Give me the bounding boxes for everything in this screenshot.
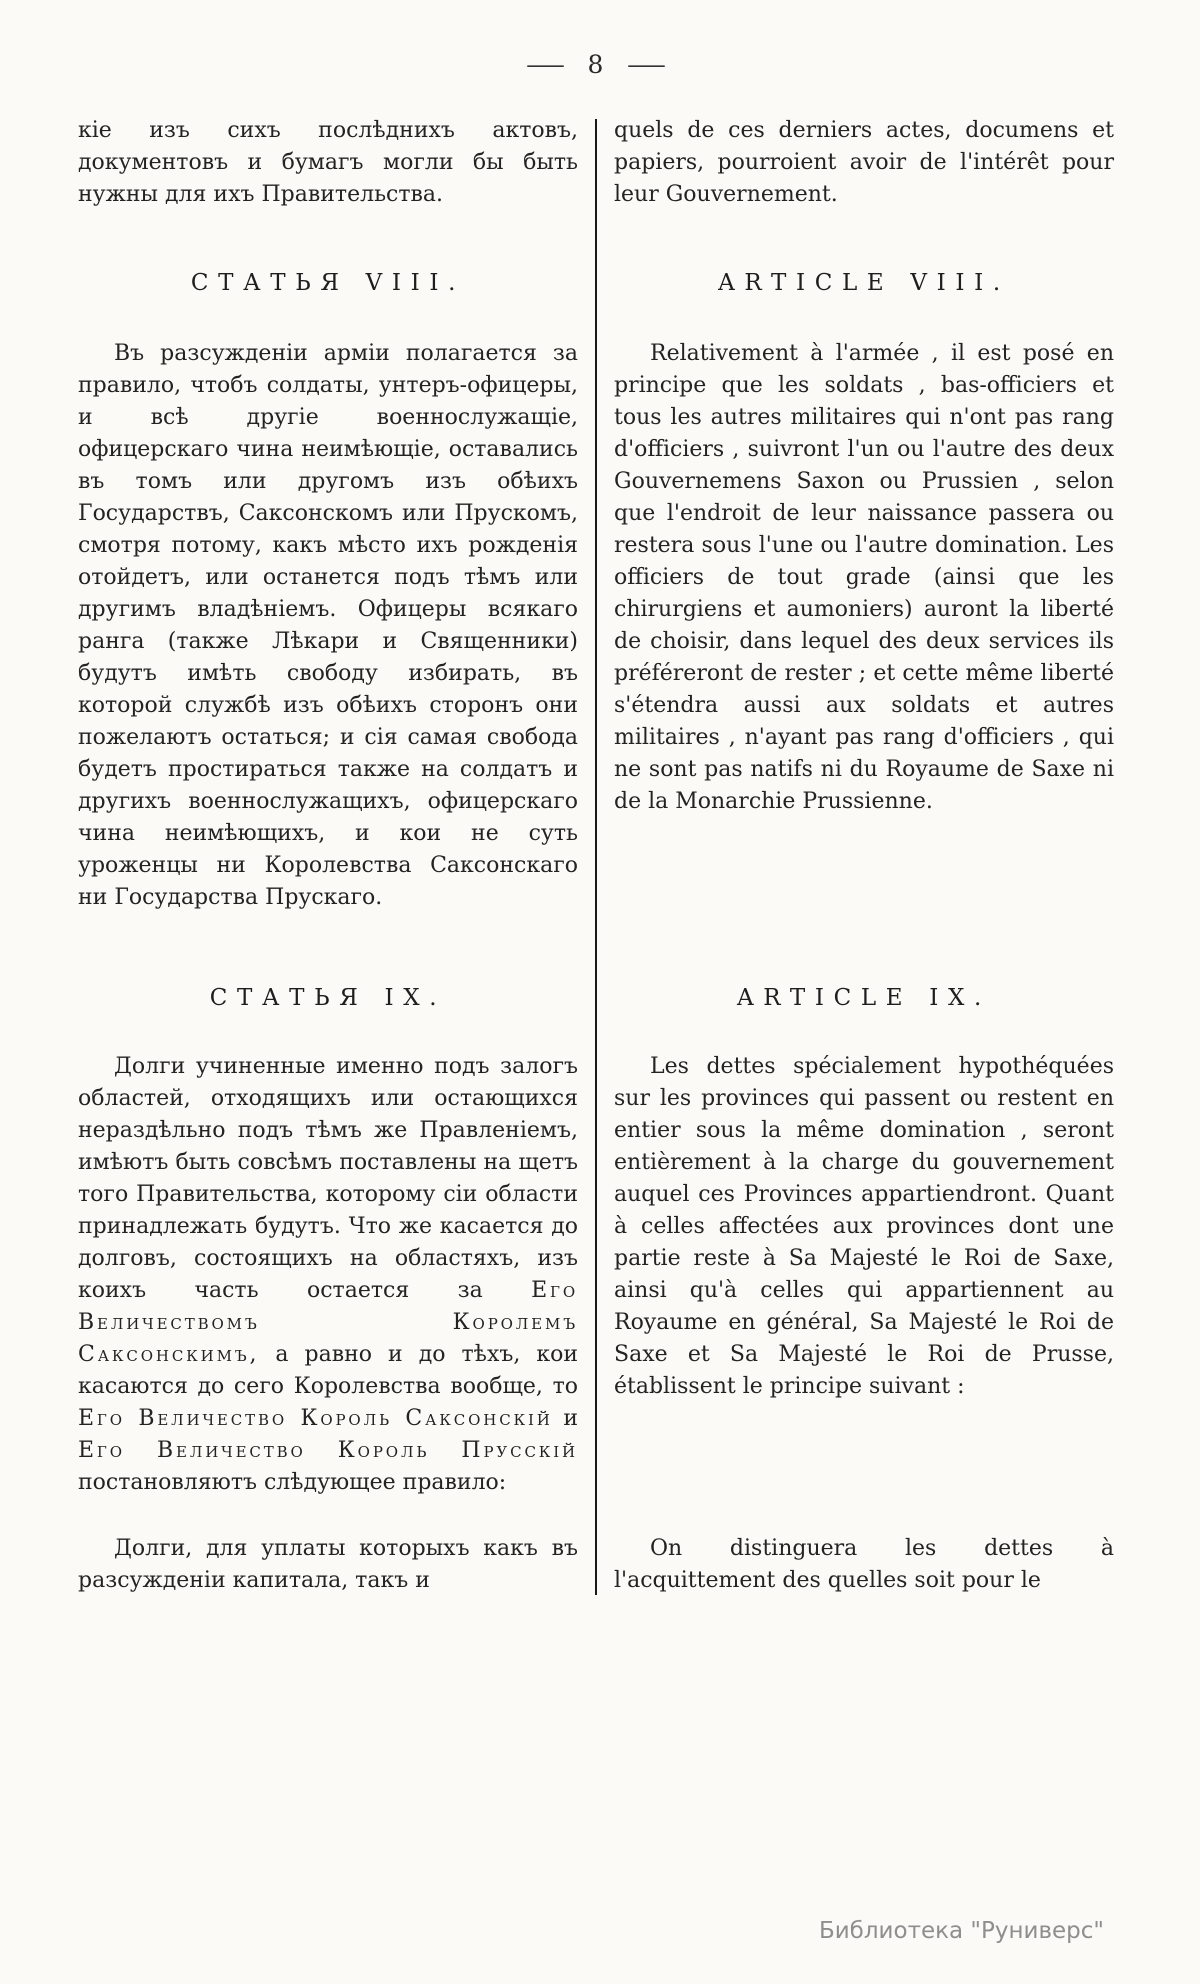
article-9-ru-royal-title-1: Его Величествомъ Королемъ Саксонскимъ, (78, 1278, 578, 1367)
article-9-ru-royal-title-2: Его Величество Король Саксонскій (78, 1406, 553, 1431)
article-9-ru-seg5: и (552, 1406, 579, 1431)
article-9-body-fr: Les dettes spécialement hypothéquées sur les provinces qui passent ou restent en entier sous la même domination , seront entièrement à la charge du gouvernement auquel ces Provinces appartiendront. Quant à celles affectées aux provinces dont une partie reste à Sa Majesté le Roi de Saxe, ainsi qu'à celles qui appartiennent au Royaume en général, Sa Majesté le Roi de Saxe et Sa Majesté le Roi de Prusse, établissent le principe suivant : (614, 1054, 1114, 1399)
article-9-ru-seg3: а равно и до тѣхъ, кои касаются до сего Королевства вообще, то (78, 1342, 578, 1399)
page-header (78, 50, 1114, 79)
header-right-dash: — (626, 50, 667, 79)
header-left-dash: — (525, 50, 566, 79)
article-9-heading-fr: ARTICLE IX. (737, 985, 991, 1011)
article-9-continuing-paragraph-fr: On distinguera les dettes à l'acquittement des quelles soit pour le (614, 1536, 1114, 1593)
article-9-continuing-paragraph-ru: Долги, для уплаты которыхъ какъ въ разсужденіи капитала, такъ и (78, 1536, 578, 1593)
article-9-ru-seg7: постановляютъ слѣдующее правило: (78, 1470, 507, 1495)
article-8-body-ru: Въ разсужденіи арміи полагается за правило, чтобъ солдаты, унтеръ-офицеры, и всѣ другіе военнослужащіе, офицерскаго чина неимѣющіе, оставались въ томъ или другомъ изъ обѣихъ Государствъ, Саксонскомъ или Прускомъ, смотря потому, какъ мѣсто ихъ рожденія отойдетъ, или останется подъ тѣмъ или другимъ владѣніемъ. Офицеры всякаго ранга (также Лѣкари и Священники) будутъ имѣть свободу избирать, въ которой службѣ изъ обѣихъ сторонъ они пожелаютъ остаться; и сія самая свобода будетъ простираться также на солдатъ и другихъ военнослужащихъ, офицерскаго чина неимѣющихъ, и кои не суть уроженцы ни Королевства Саксонскаго ни Государства Прускаго. (78, 341, 578, 910)
column-divider-rule (595, 119, 597, 1595)
article-8-body-fr: Relativement à l'armée , il est posé en principe que les soldats , bas-officiers et tous les autres militaires qui n'ont pas rang d'officiers , suivront l'un ou l'autre des deux Gouvernemens Saxon ou Prussien , selon que l'endroit de leur naissance passera ou restera sous l'une ou l'autre domination. Les officiers de tout grade (ainsi que les chirurgiens et aumoniers) auront la liberté de choisir, dans lequel des deux services ils préféreront de rester ; et cette même liberté s'étendra aussi aux soldats et autres militaires , n'ayant pas rang d'officiers , qui ne sont pas natifs ni du Royaume de Saxe ni de la Monarchie Prussienne. (614, 341, 1114, 814)
article-9-ru-royal-title-3: Его Величество Король Прусскій (78, 1438, 578, 1463)
article-8-heading-ru-row (78, 211, 578, 338)
article-8-heading-fr: ARTICLE VIII. (718, 270, 1010, 296)
article-9-ru-seg1: Долги учиненные именно подъ залогъ областей, отходящихъ или остающихся нераздѣльно подъ тѣмъ же Правленіемъ, имѣютъ быть совсѣмъ поставлены на щетъ того Правительства, которому сіи области принадлежать будутъ. Что же касается до долговъ, состоящихъ на областяхъ, изъ коихъ часть остается за (78, 1054, 578, 1303)
article-9-body-ru (78, 1051, 578, 1499)
article-9-heading-ru-row (78, 914, 578, 1051)
article-8-heading-ru: СТАТЬЯ VIII. (190, 270, 466, 296)
library-watermark: Библиотека "Руниверс" (818, 1918, 1104, 1944)
article-9-heading-ru: СТАТЬЯ IX. (209, 985, 447, 1011)
page-number: 8 (587, 50, 605, 79)
article-8-heading-fr-row (614, 211, 1114, 338)
russian-continuation-paragraph: кіе изъ сихъ послѣднихъ актовъ, документовъ и бумагъ могли бы быть нужны для ихъ Правительства. (78, 118, 578, 207)
article-9-heading-fr-row (614, 914, 1114, 1051)
two-column-text-block (78, 115, 1114, 1597)
french-continuation-paragraph: quels de ces derniers actes, documens et papiers, pourroient avoir de l'intérêt pour leur Gouvernement. (614, 118, 1114, 207)
